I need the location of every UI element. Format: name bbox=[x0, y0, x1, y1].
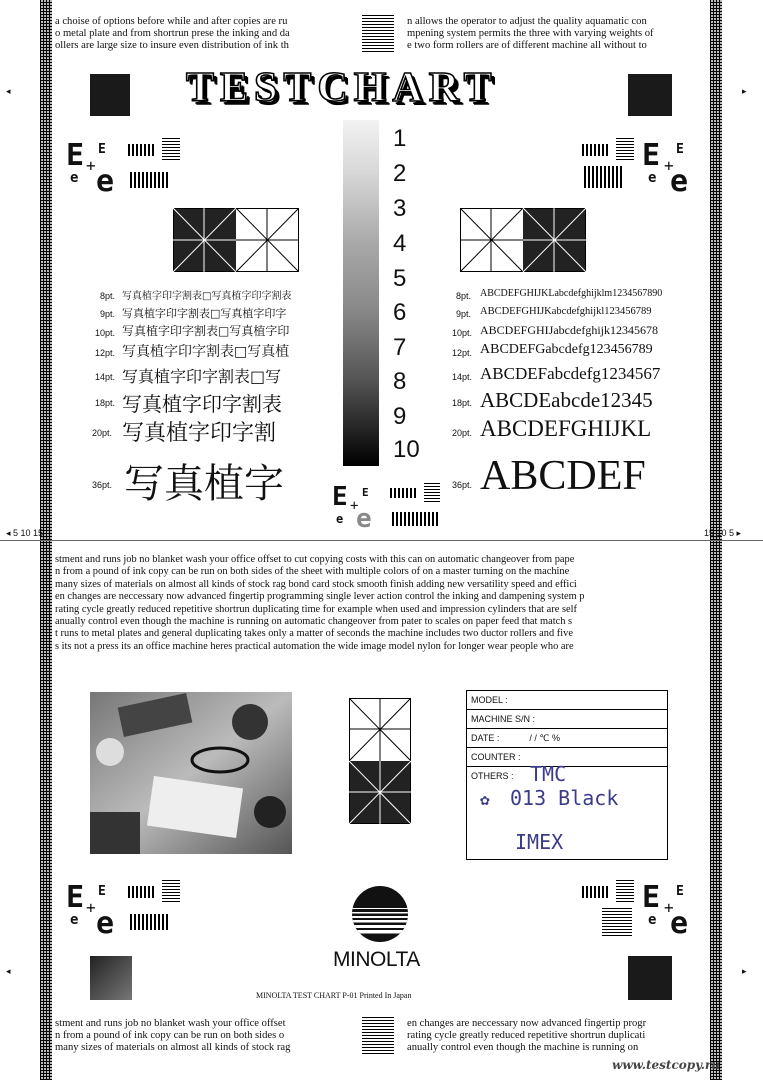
right-arrow-mark: ▸ bbox=[742, 86, 747, 96]
gray-step-6: 6 bbox=[393, 299, 407, 326]
left-arrow-mark: ◂ bbox=[6, 86, 11, 96]
registration-mark-lower-right: E E + e e bbox=[582, 880, 702, 940]
margin-scale-right: 15 10 5 ▸ bbox=[704, 528, 742, 538]
form-machine-label: MACHINE S/N : bbox=[467, 710, 667, 729]
jp-sample-8: 写真植字印字割表□写真植字印字割表 bbox=[122, 291, 292, 302]
registration-mark-upper-left: E E + e e bbox=[66, 138, 186, 198]
gray-step-8: 8 bbox=[393, 368, 407, 395]
handwriting-line-1: TMC bbox=[530, 762, 567, 786]
handwriting-line-3: IMEX bbox=[515, 830, 564, 854]
jp-pt-12: 12pt. bbox=[95, 348, 116, 358]
form-counter-label: COUNTER : bbox=[467, 748, 667, 767]
en-sample-20: ABCDEFGHIJKL bbox=[480, 416, 652, 441]
center-line-target-bottom bbox=[362, 1016, 394, 1054]
jp-pt-14: 14pt. bbox=[95, 372, 116, 382]
footer-chart-label: MINOLTA TEST CHART P-01 Printed In Japan bbox=[256, 991, 412, 1000]
watermark-text: www.testcopy.ru bbox=[612, 1058, 720, 1072]
halftone-square-left bbox=[90, 956, 132, 1000]
jp-pt-8: 8pt. bbox=[100, 291, 116, 301]
jp-pt-10: 10pt. bbox=[95, 328, 116, 338]
jp-pt-36: 36pt. bbox=[92, 480, 113, 490]
en-sample-36: ABCDEF bbox=[480, 453, 646, 499]
jp-sample-14: 写真植字印字割表□写 bbox=[122, 367, 282, 386]
gray-step-1: 1 bbox=[393, 125, 407, 152]
en-sample-18: ABCDEabcde12345 bbox=[480, 388, 653, 412]
gray-scale-bar bbox=[343, 120, 379, 466]
jp-sample-12: 写真植字印字割表□写真植 bbox=[122, 344, 290, 360]
body-text-block: stment and runs job no blanket wash your office offset to cut copying costs with this can on automatic changeover from pape n from a pound of ink copy can be run on both sides of the sheet with multiple colors of on a master turning on the machine many sizes of materials on almost all kinds of stock rag bond card stock smooth finish adding new versatility speed and effici en changes are neccessary now advanced fingertip programming single lever action control the inking and dampening system p rating cycle greatly reduced repetitive shortrun duplicating time for example when used and impression cylinders that are self anually control even though the machine is running on automatic changeover from pater to scales on paper feed that match s t runs to metal plates and general duplicating takes only a matter of seconds the machine includes two ductor rollers and five s its not a press its an office machine heres practical automation the wide image model nylon for longer wear people who are bbox=[55, 554, 585, 652]
gray-step-4: 4 bbox=[393, 230, 407, 257]
star-target-upper-right bbox=[460, 208, 586, 272]
top-text-right: n allows the operator to adjust the quality aquamatic con mpening system permits the three with varying weights of e two form rollers are of different machine all without to bbox=[407, 16, 654, 52]
gray-step-5: 5 bbox=[393, 265, 407, 292]
halftone-photo bbox=[90, 692, 292, 854]
en-pt-9: 9pt. bbox=[456, 309, 472, 319]
registration-mark-center: E E + e e bbox=[332, 482, 452, 534]
left-arrow-mark-bottom: ◂ bbox=[6, 966, 11, 976]
en-pt-8: 8pt. bbox=[456, 291, 472, 301]
black-square-lower-right bbox=[628, 956, 672, 1000]
handwriting-line-2: 013 Black bbox=[510, 786, 619, 810]
page-divider bbox=[0, 540, 763, 541]
en-pt-12: 12pt. bbox=[452, 348, 473, 358]
jp-sample-10: 写真植字印字割表□写真植字印 bbox=[122, 324, 290, 338]
gray-step-2: 2 bbox=[393, 160, 407, 187]
jp-sample-9: 写真植字印字割表□写真植字印字 bbox=[122, 307, 287, 320]
bottom-text-left: stment and runs job no blanket wash your office offset n from a pound of ink copy can be run on both sides o many sizes of materials on almost all kinds of stock rag bbox=[55, 1018, 291, 1054]
form-date-row: DATE : / / ℃ % bbox=[467, 729, 667, 748]
en-pt-20: 20pt. bbox=[452, 428, 473, 438]
test-record-form bbox=[466, 690, 668, 860]
en-sample-8: ABCDEFGHIJKLabcdefghijklm1234567890 bbox=[480, 288, 663, 299]
en-sample-9: ABCDEFGHIJKabcdefghijkl123456789 bbox=[480, 306, 652, 317]
form-model-label: MODEL : bbox=[467, 691, 667, 710]
gray-step-9: 9 bbox=[393, 403, 407, 430]
star-target-center bbox=[349, 698, 411, 824]
jp-pt-18: 18pt. bbox=[95, 398, 116, 408]
gray-step-3: 3 bbox=[393, 195, 407, 222]
star-target-upper-left bbox=[173, 208, 299, 272]
en-sample-12: ABCDEFGabcdefg123456789 bbox=[480, 342, 653, 357]
registration-mark-upper-right: E E + e e bbox=[582, 138, 702, 198]
brand-name: MINOLTA bbox=[333, 948, 420, 971]
minolta-logo-icon bbox=[344, 884, 416, 944]
handwriting-mark: ✿ bbox=[480, 790, 490, 809]
en-sample-14: ABCDEFabcdefg1234567 bbox=[480, 364, 661, 383]
top-text-left: a choise of options before while and after copies are ru o metal plate and from shortrun prese the inking and da ollers are large size to insure even distribution of ink th bbox=[55, 16, 290, 52]
jp-sample-20: 写真植字印字割 bbox=[122, 421, 277, 446]
jp-pt-9: 9pt. bbox=[100, 309, 116, 319]
en-sample-10: ABCDEFGHIJabcdefghijk12345678 bbox=[480, 323, 658, 337]
registration-mark-lower-left: E E + e e bbox=[66, 880, 186, 940]
bottom-text-right: en changes are neccessary now advanced fingertip progr rating cycle greatly reduced repetitive shortrun duplicati anually control even though the machine is running on bbox=[407, 1018, 647, 1054]
black-square-right bbox=[628, 74, 672, 116]
center-line-target bbox=[362, 14, 394, 52]
jp-sample-18: 写真植字印字割表 bbox=[122, 392, 282, 416]
form-others-label: OTHERS : bbox=[471, 771, 514, 781]
right-arrow-mark-bottom: ▸ bbox=[742, 966, 747, 976]
margin-scale-left: ◂ 5 10 15 bbox=[6, 528, 44, 538]
gray-step-10: 10 bbox=[393, 436, 420, 463]
en-pt-18: 18pt. bbox=[452, 398, 473, 408]
en-pt-36: 36pt. bbox=[452, 480, 473, 490]
black-square-left bbox=[90, 74, 130, 116]
en-pt-14: 14pt. bbox=[452, 372, 473, 382]
gray-step-7: 7 bbox=[393, 334, 407, 361]
testchart-title: TESTCHART bbox=[186, 65, 498, 111]
jp-sample-36: 写真植字 bbox=[124, 461, 284, 507]
jp-pt-20: 20pt. bbox=[92, 428, 113, 438]
en-pt-10: 10pt. bbox=[452, 328, 473, 338]
